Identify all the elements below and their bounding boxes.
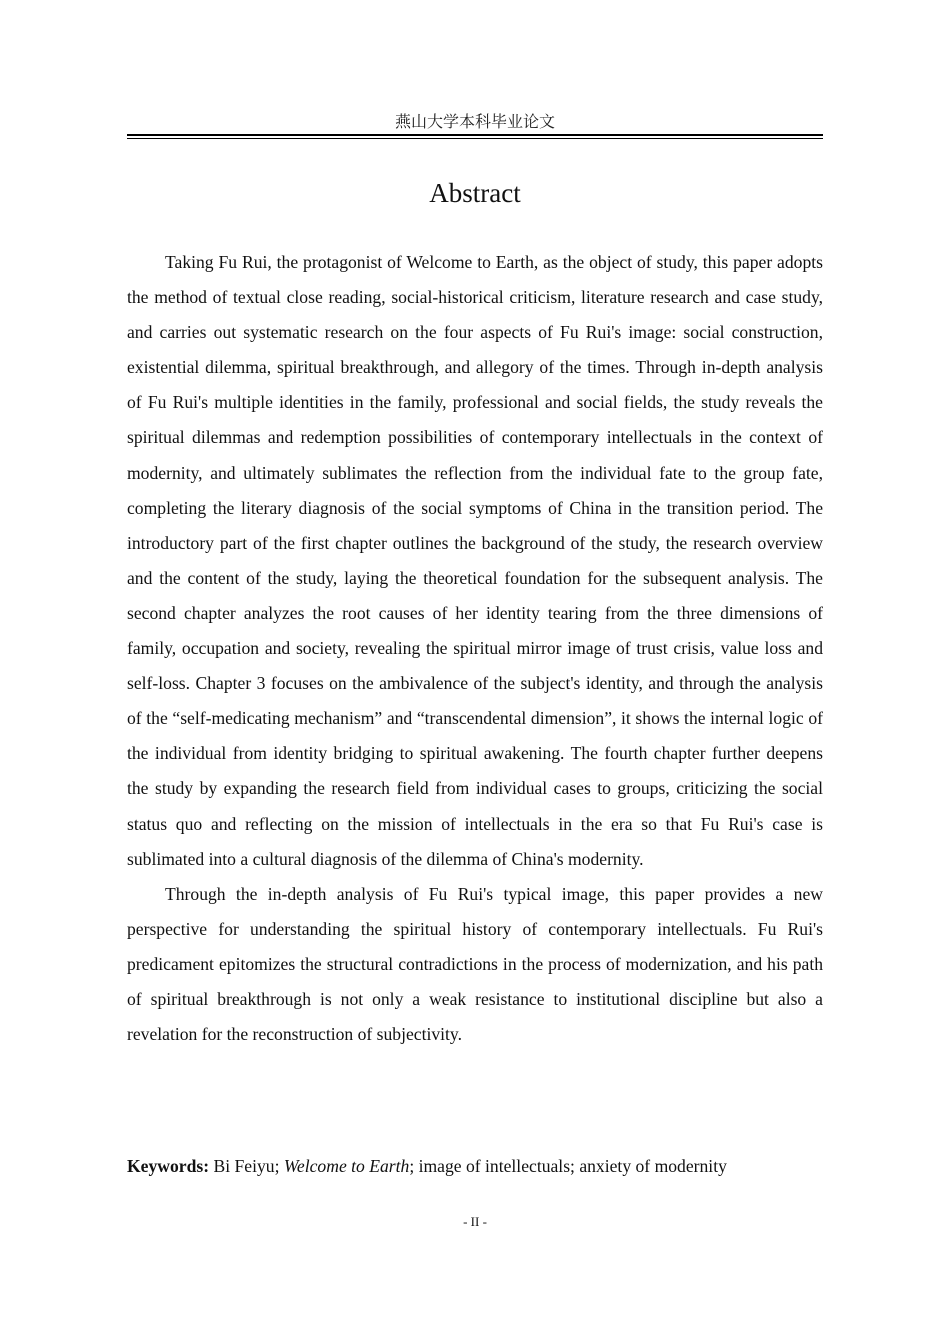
keywords-book-title: Welcome to Earth	[283, 1156, 410, 1176]
keywords-label: Keywords:	[127, 1156, 210, 1176]
abstract-paragraph-2: Through the in-depth analysis of Fu Rui's typical image, this paper provides a new perspective for understanding the spiritual history of contemporary intellectuals. Fu Rui's predicament epitomizes the structural contradictions in the process of modernization, and his path of spiritual breakthrough is not only a weak resistance to institutional discipline but also a revelation for the reconstruction of subjectivity.	[127, 883, 823, 1045]
header-rule-thin	[127, 138, 823, 139]
keywords-line	[127, 1150, 823, 1182]
abstract-paragraph-1: Taking Fu Rui, the protagonist of Welcome to Earth, as the object of study, this paper adopts the method of textual close reading, social-historical criticism, literature research and case study, and carries out systematic research on the four aspects of Fu Rui's image: social construction, existential dilemma, spiritual breakthrough, and allegory of the times. Through in-depth analysis of Fu Rui's multiple identities in the family, professional and social fields, the study reveals the spiritual dilemmas and redemption possibilities of contemporary intellectuals in the context of modernity, and ultimately sublimates the reflection from the individual fate to the group fate, completing the literary diagnosis of the social symptoms of China in the transition period. The introductory part of the first chapter outlines the background of the study, the research overview and the content of the study, laying the theoretical foundation for the subsequent analysis. The second chapter analyzes the root causes of her identity tearing from the three dimensions of family, occupation and society, revealing the spiritual mirror image of trust crisis, value loss and self-loss. Chapter 3 focuses on the ambivalence of the subject's identity, and through the analysis of the “self-medicating mechanism” and “transcendental dimension”, it shows the internal logic of the individual from identity bridging to spiritual awakening. The fourth chapter further deepens the study by expanding the research field from individual cases to groups, criticizing the social status quo and reflecting on the mission of intellectuals in the era so that Fu Rui's case is sublimated into a cultural diagnosis of the dilemma of China's modernity.	[127, 252, 823, 869]
running-header: 燕山大学本科毕业论文	[394, 114, 555, 131]
page-number: - II -	[463, 1214, 487, 1229]
header-rule-thick	[127, 134, 823, 136]
keywords-text-1: Bi Feiyu;	[209, 1156, 284, 1176]
page-title: Abstract	[429, 178, 521, 208]
keywords-text-2: ; image of intellectuals; anxiety of modernity	[409, 1156, 727, 1176]
abstract-body	[127, 245, 823, 1052]
